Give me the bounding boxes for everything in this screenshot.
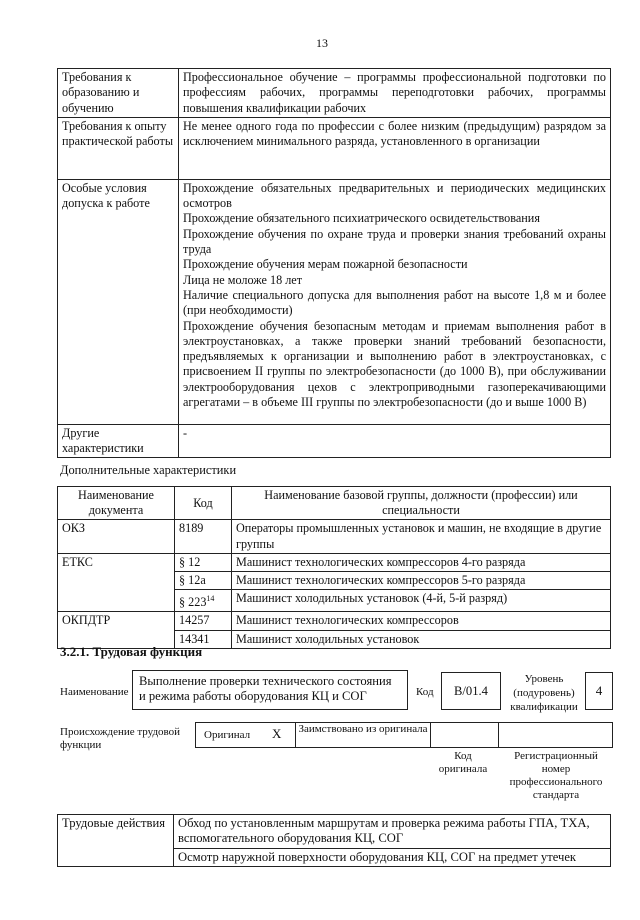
actions-table — [57, 814, 611, 867]
value-line: Прохождение обязательного психиатрического освидетельствования — [183, 211, 540, 226]
doc-cell: ЕТКС — [58, 553, 175, 612]
level-box: 4 — [585, 672, 613, 710]
row-value — [179, 424, 611, 458]
borrowed-label: Заимствовано из оригинала — [298, 723, 428, 735]
divider — [498, 723, 499, 747]
code-cell: 14341 — [175, 630, 232, 648]
row-value — [179, 117, 611, 179]
additional-table — [57, 486, 611, 649]
value-line: Наличие специального допуска для выполнения работ на высоте 1,8 м и более (при необходимости) — [183, 287, 606, 318]
requirements-table — [57, 68, 611, 458]
action-item: Обход по установленным маршрутам и проверка режима работы ГПА, ТХА, вспомогательного оборудования КЦ, СОГ — [174, 815, 611, 849]
value-line: Прохождение обучения безопасным методам и приемам выполнения работ в электроустановках, а также проверки знаний требований безопасности, предъявляемых к организации и выполнению работ в электроустановках, с присвоением II группы по электробезопасности (до 1000 В), при обслуживании электрооборудования цехов с электроприводными газоперекачивающими агрегатами – в объеме III группы по электробезопасности (до и выше 1000 В) — [183, 318, 606, 410]
level-label: Уровень (подуровень) квалификации — [510, 673, 578, 713]
table-row — [58, 612, 611, 630]
name-cell: Машинист технологических компрессоров 5-го разряда — [232, 572, 611, 590]
table-row — [58, 553, 611, 571]
code-caption: Код оригинала — [438, 750, 488, 775]
row-value — [179, 179, 611, 424]
code-cell — [175, 590, 232, 612]
header-name: Наименование базовой группы, должности (профессии) или специальности — [232, 487, 611, 520]
table-row — [58, 69, 611, 118]
name-cell: Машинист холодильных установок (4-й, 5-й разряд) — [232, 590, 611, 612]
table-row — [58, 815, 611, 849]
header-code: Код — [175, 487, 232, 520]
row-label: Другие характеристики — [58, 424, 179, 458]
function-name-box: Выполнение проверки технического состояния и режима работы оборудования КЦ и СОГ — [132, 670, 408, 710]
name-cell: Машинист технологических компрессоров 4-го разряда — [232, 553, 611, 571]
doc-cell: ОКПДТР — [58, 612, 175, 648]
table-row — [58, 424, 611, 458]
original-mark: X — [272, 726, 282, 741]
code-cell: 8189 — [175, 520, 232, 553]
value-line: Прохождение обучения мерам пожарной безопасности — [183, 257, 468, 272]
value-line: Не менее одного года по профессии с более низким (предыдущим) разрядом за исключением минимального разряда, установленного в организации — [183, 118, 606, 149]
row-label: Требования к опыту практической работы — [58, 117, 179, 179]
code-cell: 14257 — [175, 612, 232, 630]
origin-box — [195, 722, 613, 748]
row-value — [179, 69, 611, 118]
name-cell: Машинист технологических компрессоров — [232, 612, 611, 630]
code-box: B/01.4 — [441, 672, 501, 710]
value-line: Лица не моложе 18 лет — [183, 272, 303, 287]
page-number: 13 — [316, 36, 328, 50]
actions-label: Трудовые действия — [58, 815, 174, 867]
action-item: Осмотр наружной поверхности оборудования КЦ, СОГ на предмет утечек — [174, 848, 611, 866]
original-label: Оригинал — [204, 729, 251, 741]
section-heading: 3.2.1. Трудовая функция — [60, 644, 203, 659]
name-cell: Операторы промышленных установок и машин, не входящие в другие группы — [232, 520, 611, 553]
doc-cell: ОКЗ — [58, 520, 175, 553]
table-row — [58, 179, 611, 424]
reg-caption: Регистрационный номер профессионального стандарта — [509, 750, 603, 801]
value-line: - — [183, 425, 188, 440]
footnote-ref: 14 — [206, 594, 215, 604]
value-line: Профессиональное обучение – программы профессиональной подготовки по профессиям рабочих, программы переподготовки рабочих, программы повышения квалификации рабочих — [183, 70, 606, 115]
table-row — [58, 117, 611, 179]
value-line: Прохождение обучения по охране труда и проверки знания требований охраны труда — [183, 226, 606, 257]
code-cell: § 12 — [175, 553, 232, 571]
row-label: Требования к образованию и обучению — [58, 69, 179, 118]
divider — [295, 723, 296, 747]
value-line: Прохождение обязательных предварительных и периодических медицинских осмотров — [183, 180, 606, 211]
name-label: Наименование — [60, 686, 129, 698]
code-cell: § 12а — [175, 572, 232, 590]
additional-title: Дополнительные характеристики — [60, 463, 237, 477]
header-doc: Наименование документа — [58, 487, 175, 520]
divider — [430, 723, 431, 747]
origin-label: Происхождение трудовой функции — [60, 726, 181, 751]
code-label: Код — [416, 686, 434, 698]
table-row — [58, 520, 611, 553]
table-header-row — [58, 487, 611, 520]
name-cell: Машинист холодильных установок — [232, 630, 611, 648]
code-text: § 223 — [179, 595, 207, 610]
row-label: Особые условия допуска к работе — [58, 179, 179, 424]
